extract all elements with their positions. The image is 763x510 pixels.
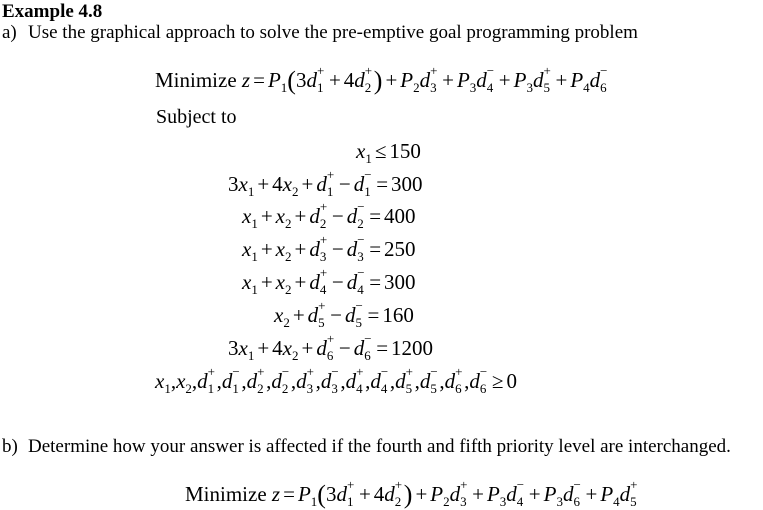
part-b <box>2 436 731 458</box>
part-a-text: Use the graphical approach to solve the pre-emptive goal programming problem <box>28 22 638 43</box>
example-title: Example 4.8 <box>2 1 103 22</box>
constraint-1: $x_1 \le 150$ <box>356 139 421 166</box>
constraint-nonnegativity: $x_1,x_2,d$ + 1 ,d − 1 ,d + 2 ,d − 2 ,d + 3 ,d − 3 ,d + 4 ,d − 4 ,d + 5 ,d − 5 ,d + 6 ,d − 6 ≥ 0 <box>155 364 517 396</box>
objective-b-lead: Minimize <box>185 482 267 506</box>
constraint-3: $x_1 + x_2 + d$ + 2 − d − 2 = 400 <box>242 199 416 231</box>
objective-a-expression: $z = P_1(3d$ + 1 + 4d + 2 ) + $P_2d$ + 3 + $P_3d$ − 4 + $P_3d$ + 5 + $P_4d$ − 6 <box>241 63 608 95</box>
constraint-6: $x_2 + d$ + 5 − d − 5 = 160 <box>274 298 414 330</box>
objective-b-expression: $z = P_1(3d$ + 1 + 4d + 2 ) + $P_2d$ + 3 + $P_3d$ − 4 + $P_3d$ − 6 + $P_4d$ + 5 <box>271 477 638 509</box>
constraint-5: $x_1 + x_2 + d$ + 4 − d − 4 = 300 <box>242 265 416 297</box>
part-a-label: a) <box>2 22 17 43</box>
objective-b <box>185 477 639 510</box>
objective-a <box>155 63 609 96</box>
subject-to: Subject to <box>156 106 237 128</box>
constraint-7: $3x_1 + 4x_2 + d$ + 6 − d − 6 = 1200 <box>228 331 434 363</box>
part-b-label: b) <box>2 436 18 457</box>
constraint-2: $3x_1 + 4x_2 + d$ + 1 − d − 1 = 300 <box>228 167 423 199</box>
objective-a-lead: Minimize <box>155 68 237 92</box>
constraint-4: $x_1 + x_2 + d$ + 3 − d − 3 = 250 <box>242 232 416 264</box>
part-b-text: Determine how your answer is affected if the fourth and fifth priority level are interchanged. <box>28 436 731 457</box>
part-a <box>2 22 638 44</box>
